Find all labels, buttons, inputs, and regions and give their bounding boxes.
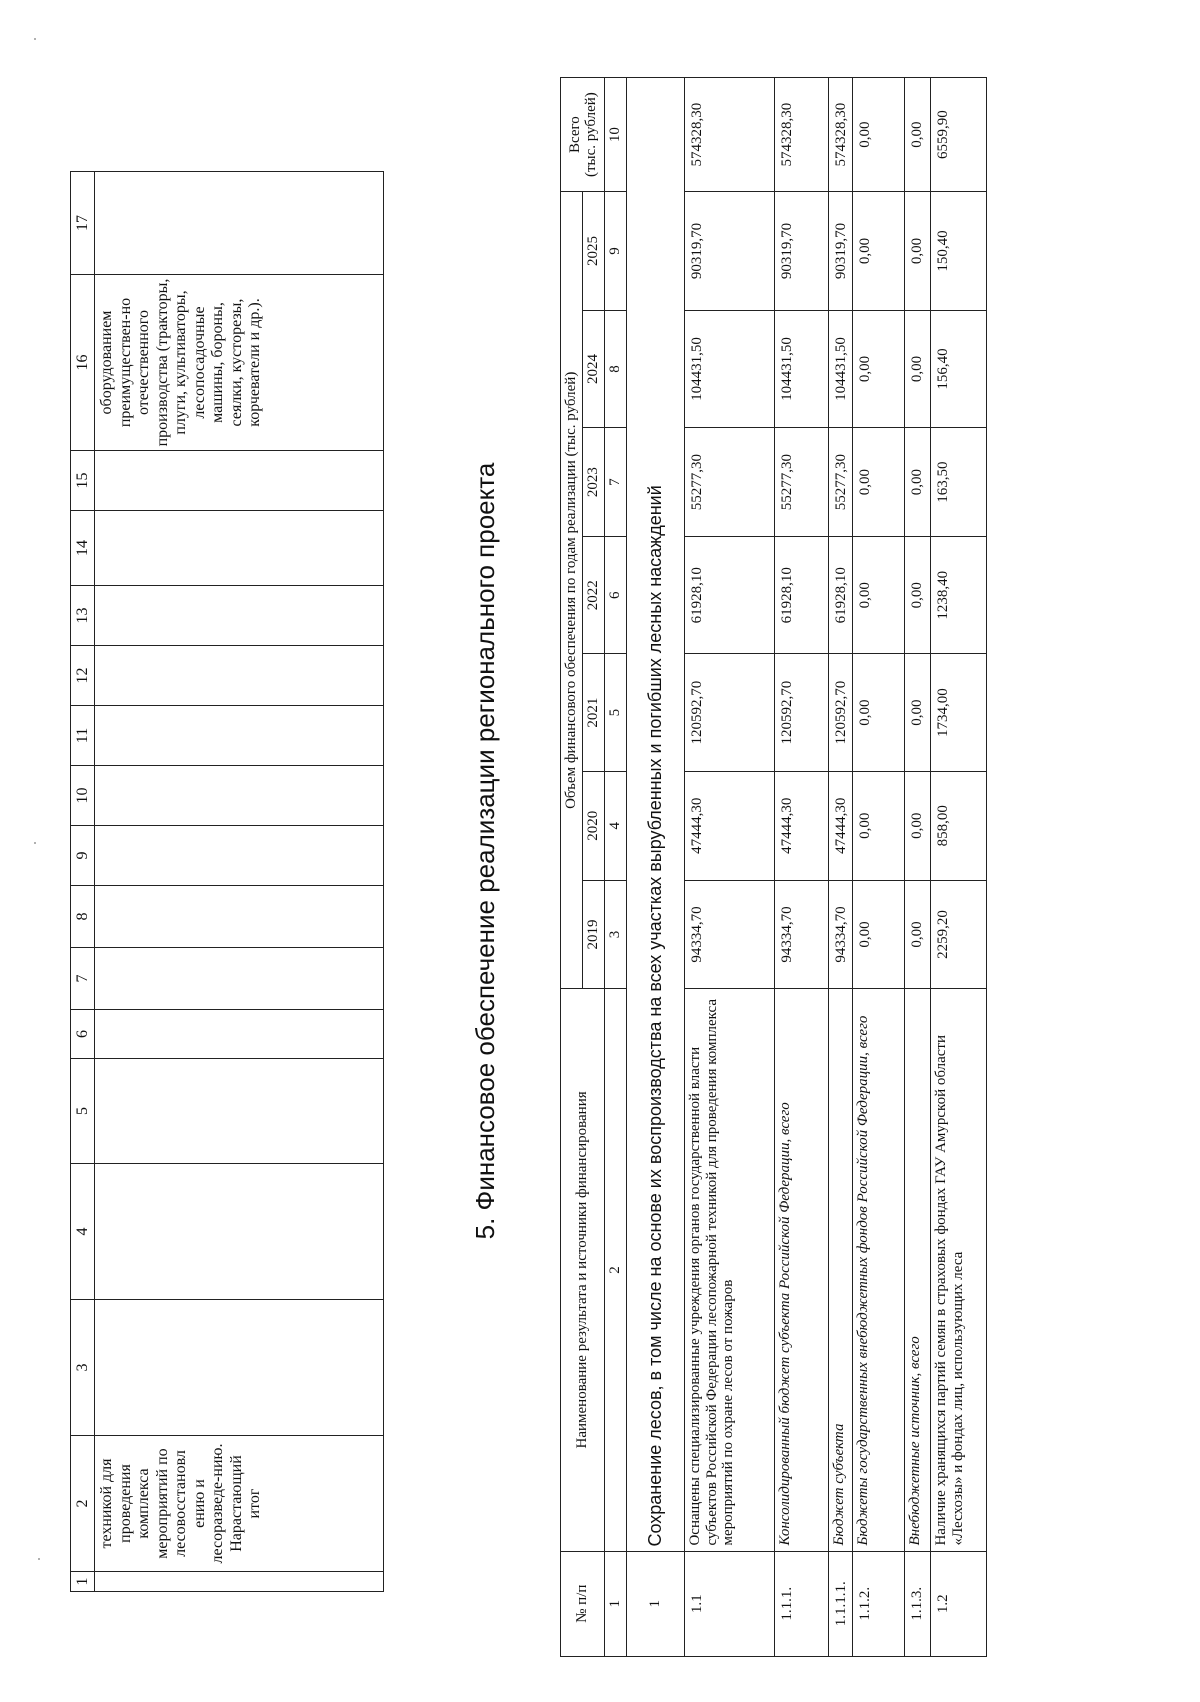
row-value: 104431,50 [775, 310, 829, 427]
row-value: 0,00 [905, 428, 931, 537]
row-value: 0,00 [905, 880, 931, 989]
row-value: 61928,10 [829, 536, 853, 653]
header-year: 2021 [583, 654, 605, 771]
table-row [931, 78, 987, 1657]
row-value: 104431,50 [685, 310, 775, 427]
row-value: 104431,50 [829, 310, 853, 427]
row-value: 0,00 [905, 192, 931, 311]
table-cell [95, 172, 384, 275]
col-number: 8 [71, 886, 95, 948]
row-num: 1.1.2. [853, 1551, 905, 1656]
row-value: 120592,70 [775, 654, 829, 771]
row-total: 574328,30 [829, 78, 853, 192]
section-num: 1 [627, 1551, 685, 1656]
col-index: 9 [605, 192, 627, 311]
row-value: 90319,70 [829, 192, 853, 311]
row-name: Наличие хранящихся партий семян в страховых фондах ГАУ Амурской области «Лесхозы» и фондах лиц, использующих леса [931, 989, 987, 1551]
row-num: 1.1.1. [775, 1551, 829, 1656]
row-value: 0,00 [905, 536, 931, 653]
table-cell [95, 766, 384, 826]
row-value: 0,00 [853, 880, 905, 989]
header-row-1 [561, 78, 583, 1657]
col-number: 7 [71, 948, 95, 1010]
col-number: 3 [71, 1300, 95, 1436]
header-year: 2019 [583, 880, 605, 989]
table-cell [95, 1010, 384, 1059]
row-value: 0,00 [853, 428, 905, 537]
table-cell [95, 1300, 384, 1436]
table-row [853, 78, 905, 1657]
row-value: 47444,30 [685, 771, 775, 880]
col-index: 7 [605, 428, 627, 537]
row-value: 150,40 [931, 192, 987, 311]
row-value: 94334,70 [829, 880, 853, 989]
result-description-cell: техникой для проведения комплекса мероприятий по лесовосстановл ению и лесоразведе-нию. Нарастающий итог [95, 1436, 384, 1572]
row-value: 2259,20 [931, 880, 987, 989]
row-value: 163,50 [931, 428, 987, 537]
col-number: 11 [71, 706, 95, 766]
row-total: 0,00 [905, 78, 931, 192]
table-cell [95, 451, 384, 511]
section-heading: 5. Финансовое обеспечение реализации регионального проекта [470, 462, 500, 1240]
col-number: 17 [71, 172, 95, 275]
row-value: 0,00 [905, 654, 931, 771]
row-value: 61928,10 [775, 536, 829, 653]
header-year: 2023 [583, 428, 605, 537]
header-num: № п/п [561, 1551, 605, 1656]
row-value: 858,00 [931, 771, 987, 880]
col-index: 5 [605, 654, 627, 771]
section-title: Сохранение лесов, в том числе на основе их воспроизводства на всех участках вырубленных и погибших лесных насаждений [627, 78, 685, 1552]
table-cell [95, 886, 384, 948]
row-value: 0,00 [853, 310, 905, 427]
row-value: 47444,30 [775, 771, 829, 880]
row-value: 0,00 [853, 192, 905, 311]
col-index: 6 [605, 536, 627, 653]
finance-table [560, 77, 987, 1657]
table-cell [95, 1572, 384, 1592]
table-cell [95, 948, 384, 1010]
header-year: 2024 [583, 310, 605, 427]
row-value: 61928,10 [685, 536, 775, 653]
row-value: 1734,00 [931, 654, 987, 771]
col-index: 3 [605, 880, 627, 989]
col-number: 15 [71, 451, 95, 511]
continuation-table [70, 171, 384, 1592]
row-value: 120592,70 [829, 654, 853, 771]
row-value: 55277,30 [775, 428, 829, 537]
col-number: 1 [71, 1572, 95, 1592]
equipment-description-cell: оборудованием преимуществен-но отечественного производства (тракторы, плуги, культиваторы, лесопосадочные машины, бороны, сеялки, кусторезы, корчеватели и др.). [95, 275, 384, 451]
table-cell [95, 706, 384, 766]
col-index: 2 [605, 989, 627, 1551]
row-name: Оснащены специализированные учреждения органов государственной власти субъектов Российской Федерации лесопожарной техникой для проведения комплекса мероприятий по охране лесов от пожаров [685, 989, 775, 1551]
table-cell [95, 586, 384, 646]
col-number: 10 [71, 766, 95, 826]
header-total-line2: (тыс. рублей) [582, 92, 599, 178]
row-value: 94334,70 [685, 880, 775, 989]
header-total [561, 78, 605, 192]
column-number-row [71, 172, 95, 1592]
row-value: 1238,40 [931, 536, 987, 653]
table-cell [95, 826, 384, 886]
row-value: 55277,30 [685, 428, 775, 537]
col-number: 13 [71, 586, 95, 646]
header-volume: Объем финансового обеспечения по годам реализации (тыс. рублей) [561, 192, 583, 989]
table-row [905, 78, 931, 1657]
section-row [627, 78, 685, 1657]
col-number: 12 [71, 646, 95, 706]
header-year: 2025 [583, 192, 605, 311]
header-row-indices [605, 78, 627, 1657]
row-num: 1.2 [931, 1551, 987, 1656]
table-cell [95, 1164, 384, 1300]
row-value: 94334,70 [775, 880, 829, 989]
header-name: Наименование результата и источники финансирования [561, 989, 605, 1551]
row-value: 156,40 [931, 310, 987, 427]
col-number: 6 [71, 1010, 95, 1059]
row-total: 574328,30 [775, 78, 829, 192]
row-value: 55277,30 [829, 428, 853, 537]
table-cell [95, 1059, 384, 1164]
header-total-line1: Всего [566, 116, 583, 154]
row-value: 0,00 [905, 310, 931, 427]
col-number: 5 [71, 1059, 95, 1164]
row-num: 1.1.3. [905, 1551, 931, 1656]
row-name: Бюджеты государственных внебюджетных фондов Российской Федерации, всего [853, 989, 905, 1551]
table-cell [95, 511, 384, 586]
row-total: 574328,30 [685, 78, 775, 192]
row-name: Бюджет субъекта [829, 989, 853, 1551]
row-value: 90319,70 [775, 192, 829, 311]
row-total: 0,00 [853, 78, 905, 192]
col-number: 16 [71, 275, 95, 451]
row-total: 6559,90 [931, 78, 987, 192]
header-year: 2022 [583, 536, 605, 653]
col-index: 4 [605, 771, 627, 880]
row-value: 47444,30 [829, 771, 853, 880]
row-num: 1.1.1.1. [829, 1551, 853, 1656]
row-value: 0,00 [853, 771, 905, 880]
row-name: Консолидированный бюджет субъекта Российской Федерации, всего [775, 989, 829, 1551]
col-index: 1 [605, 1551, 627, 1656]
row-value: 0,00 [905, 771, 931, 880]
continuation-row [95, 172, 384, 1592]
col-number: 14 [71, 511, 95, 586]
table-row [829, 78, 853, 1657]
col-index: 10 [605, 78, 627, 192]
table-row [685, 78, 775, 1657]
row-value: 90319,70 [685, 192, 775, 311]
col-number: 9 [71, 826, 95, 886]
row-value: 0,00 [853, 536, 905, 653]
table-row [775, 78, 829, 1657]
row-name: Внебюджетные источник, всего [905, 989, 931, 1551]
row-value: 0,00 [853, 654, 905, 771]
row-value: 120592,70 [685, 654, 775, 771]
col-number: 4 [71, 1164, 95, 1300]
table-cell [95, 646, 384, 706]
col-index: 8 [605, 310, 627, 427]
col-number: 2 [71, 1436, 95, 1572]
row-num: 1.1 [685, 1551, 775, 1656]
header-year: 2020 [583, 771, 605, 880]
